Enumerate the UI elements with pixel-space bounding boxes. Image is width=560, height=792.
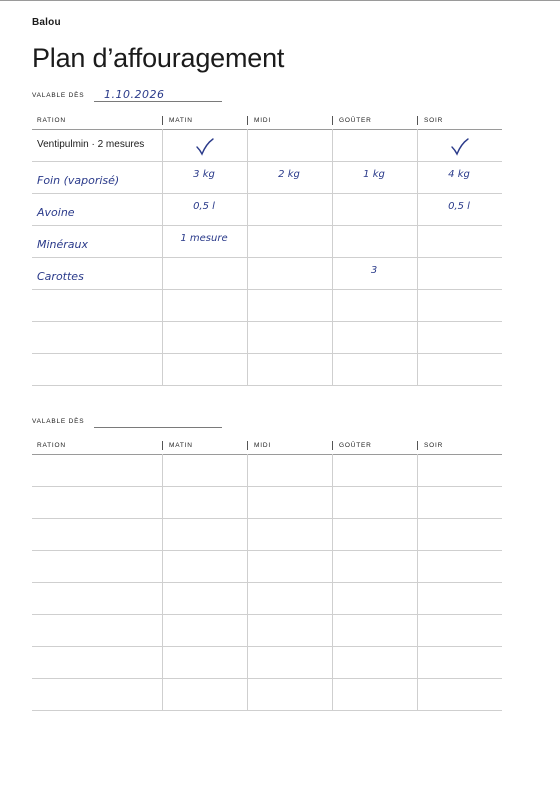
ration-name[interactable]: Minéraux <box>37 238 89 251</box>
valid-from-label: VALABLE DÈS <box>32 418 85 425</box>
table-row <box>32 518 502 550</box>
table-row <box>32 486 502 518</box>
column-header-soir: SOIR <box>424 117 444 124</box>
column-header-matin: MATIN <box>169 442 193 449</box>
table-row <box>32 225 502 257</box>
row-rule <box>32 385 502 386</box>
column-tick <box>332 116 333 125</box>
valid-from-line <box>94 101 222 102</box>
table-row <box>32 321 502 353</box>
cell-matin[interactable]: 0,5 l <box>193 201 215 212</box>
cell-soir[interactable]: 0,5 l <box>448 201 470 212</box>
table-row <box>32 257 502 289</box>
feeding-table-2 <box>32 439 502 711</box>
cell-gouter[interactable]: 1 kg <box>363 169 385 180</box>
feeding-table-1 <box>32 114 502 384</box>
ration-name[interactable]: Foin (vaporisé) <box>37 174 120 187</box>
ration-name[interactable]: Carottes <box>37 270 84 283</box>
row-rule <box>32 710 502 711</box>
table-row <box>32 129 502 161</box>
cell-soir[interactable]: 4 kg <box>448 169 470 180</box>
cell-midi[interactable]: 2 kg <box>278 169 300 180</box>
valid-from-date[interactable]: 1.10.2026 <box>104 88 165 101</box>
column-tick <box>247 116 248 125</box>
table-row <box>32 646 502 678</box>
column-tick <box>162 441 163 450</box>
table-row <box>32 678 502 710</box>
table-row <box>32 582 502 614</box>
column-header-ration: RATION <box>37 117 66 124</box>
table-row <box>32 289 502 321</box>
ration-name[interactable]: Avoine <box>37 206 75 219</box>
table-row <box>32 161 502 193</box>
cell-matin[interactable]: 3 kg <box>193 169 215 180</box>
column-tick <box>247 441 248 450</box>
ration-name[interactable]: Ventipulmin · 2 mesures <box>37 139 145 150</box>
table-row <box>32 353 502 385</box>
column-header-gouter: GOÛTER <box>339 117 372 124</box>
cell-matin[interactable]: 1 mesure <box>180 233 228 244</box>
checkmark-icon[interactable] <box>195 137 215 157</box>
table-row <box>32 614 502 646</box>
column-tick <box>417 441 418 450</box>
cell-gouter[interactable]: 3 <box>370 265 378 276</box>
table-row <box>32 550 502 582</box>
table-header <box>32 439 502 453</box>
table-header <box>32 114 502 128</box>
column-tick <box>162 116 163 125</box>
column-header-matin: MATIN <box>169 117 193 124</box>
page-title: Plan d’affouragement <box>32 43 285 73</box>
table-row <box>32 193 502 225</box>
column-header-ration: RATION <box>37 442 66 449</box>
checkmark-icon[interactable] <box>450 137 470 157</box>
column-header-midi: MIDI <box>254 442 271 449</box>
valid-from-label: VALABLE DÈS <box>32 92 85 99</box>
column-header-midi: MIDI <box>254 117 271 124</box>
horse-name: Balou <box>32 17 61 28</box>
column-header-soir: SOIR <box>424 442 444 449</box>
column-tick <box>417 116 418 125</box>
table-row <box>32 454 502 486</box>
valid-from-line <box>94 427 222 428</box>
column-tick <box>332 441 333 450</box>
column-header-gouter: GOÛTER <box>339 442 372 449</box>
